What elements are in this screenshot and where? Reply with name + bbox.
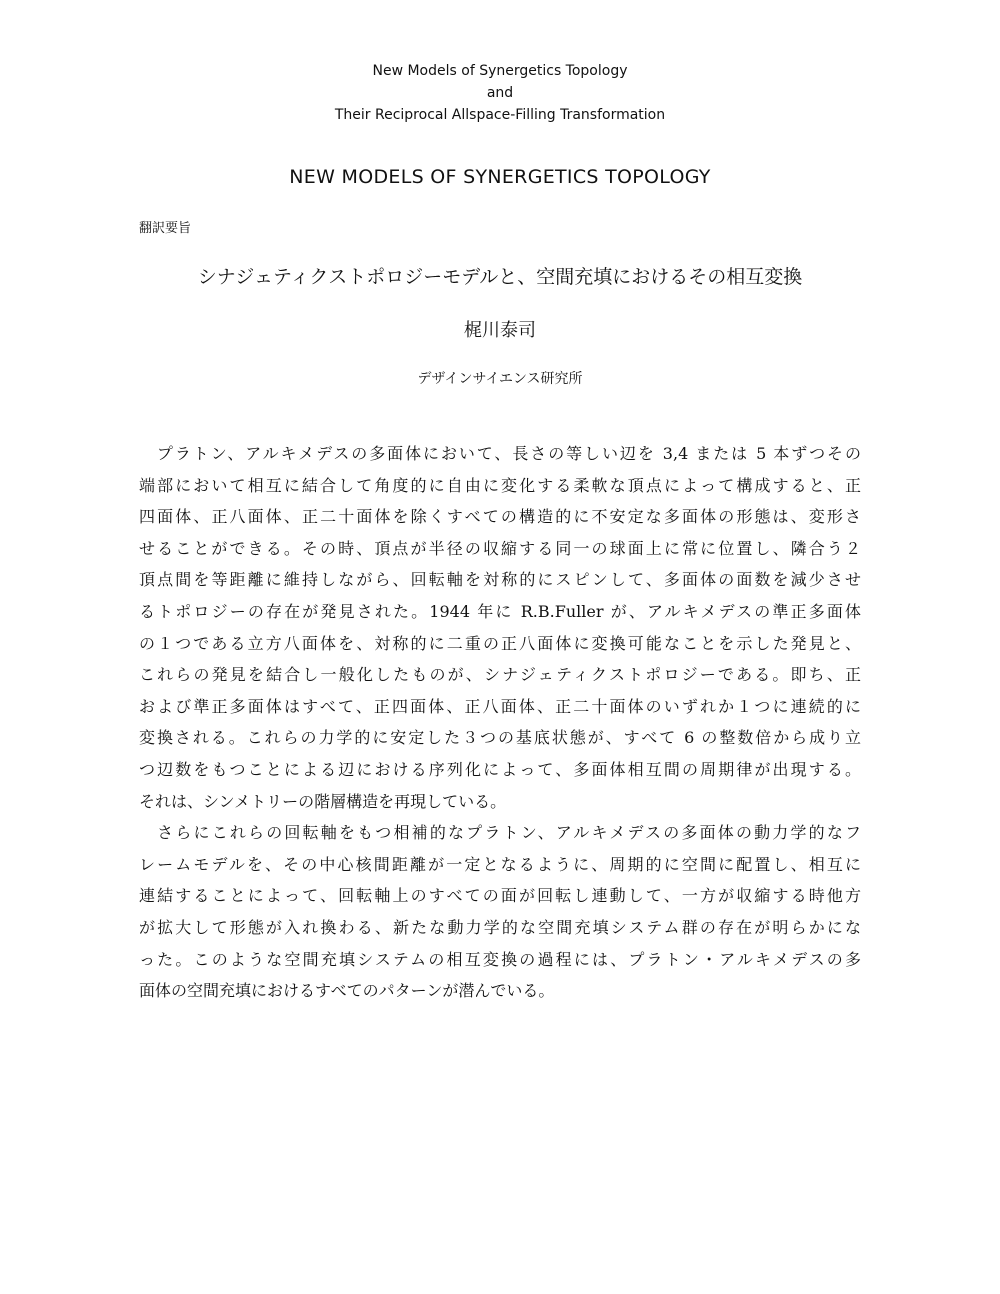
body-line: の１つである立方八面体を、対称的に二重の正八面体に変換可能なことを示した発見と、 (139, 633, 861, 653)
body-line: るトポロジーの存在が発見された。1944 年に R.B.Fuller が、アルキメデスの準正多面体 (139, 601, 861, 621)
body-line: が拡大して形態が入れ換わる、新たな動力学的な空間充填システム群の存在が明らかにな (139, 917, 861, 937)
japanese-title: シナジェティクストポロジーモデルと、空間充填におけるその相互変換 (197, 266, 803, 288)
body-line: プラトン、アルキメデスの多面体において、長さの等しい辺を 3,4 または 5 本ずつその (139, 444, 861, 463)
paragraph-1 (139, 438, 861, 817)
body-line: 四面体、正八面体、正二十面体を除くすべての構造的に不安定な多面体の形態は、変形さ (139, 507, 861, 527)
body-line: つ辺数をもつことによる辺における序列化によって、多面体相互間の周期律が出現する。 (139, 759, 861, 779)
body-line: 連結することによって、回転軸上のすべての面が回転し連動して、一方が収縮する時他方 (139, 886, 861, 906)
abstract-body (139, 438, 861, 1007)
body-line: レームモデルを、その中心核間距離が一定となるように、周期的に空間に配置し、相互に (139, 854, 861, 874)
body-line: これらの発見を結合し一般化したものが、シナジェティクストポロジーである。即ち、正 (139, 665, 861, 685)
author-affiliation: デザインサイエンス研究所 (417, 371, 583, 387)
body-line: 変換される。これらの力学的に安定した３つの基底状態が、すべて 6 の整数倍から成り立 (139, 728, 861, 748)
author-name: 梶川泰司 (464, 320, 536, 341)
english-title-line-3: Their Reciprocal Allspace-Filling Transformation (334, 107, 666, 123)
body-line: 頂点間を等距離に維持しながら、回転軸を対称的にスピンして、多面体の面数を減少させ (139, 570, 861, 590)
english-title-block (0, 60, 1000, 126)
paragraph-2 (139, 817, 861, 1007)
body-line: った。このような空間充填システムの相互変換の過程には、プラトン・アルキメデスの多 (139, 949, 861, 969)
body-line: 端部において相互に結合して角度的に自由に変化する柔軟な頂点によって構成すると、正 (139, 475, 861, 495)
english-title-line-1: New Models of Synergetics Topology (372, 63, 628, 79)
body-line: せることができる。その時、頂点が半径の収縮する同一の球面上に常に位置し、隣合う２ (139, 538, 861, 558)
body-line: 面体の空間充填におけるすべてのパターンが潜んでいる。 (139, 981, 555, 1001)
body-line: それは、シンメトリーの階層構造を再現している。 (139, 791, 507, 811)
english-title-line-2: and (486, 85, 514, 101)
section-label: 翻訳要旨 (139, 221, 192, 236)
main-title: NEW MODELS OF SYNERGETICS TOPOLOGY (289, 166, 711, 188)
body-line: さらにこれらの回転軸をもつ相補的なプラトン、アルキメデスの多面体の動力学的なフ (139, 823, 861, 843)
body-line: および準正多面体はすべて、正四面体、正八面体、正二十面体のいずれか１つに連続的に (139, 696, 861, 716)
